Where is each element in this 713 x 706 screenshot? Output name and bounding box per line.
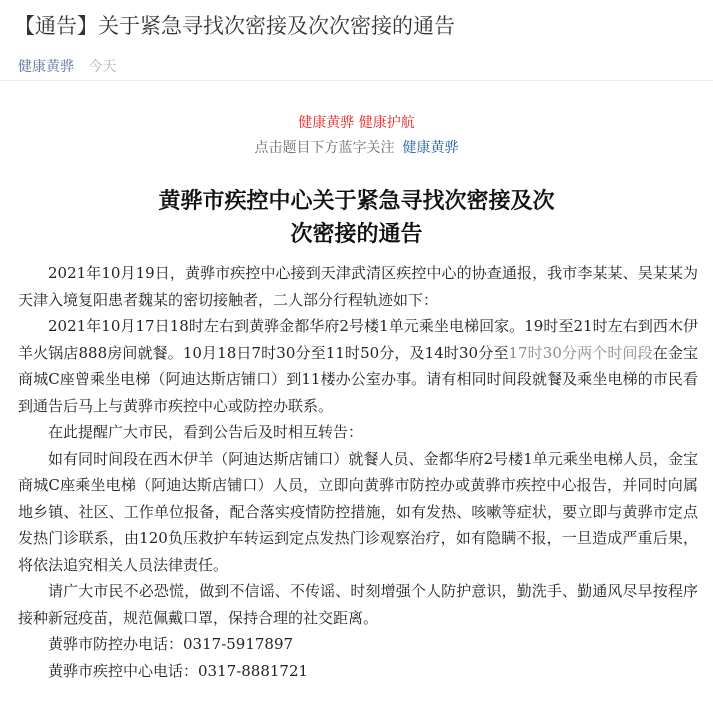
divider xyxy=(0,80,713,81)
slogan-banner: 健康黄骅 健康护航 xyxy=(298,115,415,131)
notice-title-line-2: 次密接的通告 xyxy=(290,221,423,247)
follow-account-link[interactable]: 健康黄骅 xyxy=(402,140,459,156)
phone-line-cdc xyxy=(18,658,698,685)
account-link[interactable]: 健康黄骅 xyxy=(18,59,74,75)
publish-date: 今天 xyxy=(88,59,117,75)
paragraph-itinerary xyxy=(18,313,698,419)
paragraph-intro: 2021年10月19日，黄骅市疾控中心接到天津武清区疾控中心的协查通报，我市李某某、吴某某为天津入境复阳患者魏某的密切接触者，二人部分行程轨迹如下： xyxy=(18,264,698,309)
itinerary-text-2: 在金宝商城C座曾乘坐电梯（阿迪达斯店铺口）到11楼办公室办事。请有相同时间段就餐及乘坐电梯的市民看到通告后马上与黄骅市疾控中心或防控办联系。 xyxy=(18,343,698,415)
phone-label: 黄骅市防控办电话： xyxy=(48,635,184,653)
phone-line-prevention-office xyxy=(18,631,698,658)
notice-title-line-1: 黄骅市疾控中心关于紧急寻找次密接及次 xyxy=(158,188,555,214)
phone-number[interactable]: 0317-8881721 xyxy=(198,661,309,680)
article-meta xyxy=(18,57,116,77)
paragraph-advice: 请广大市民不必恐慌，做到不信谣、不传谣、时刻增强个人防护意识，勤洗手、勤通风尽早按程序接种新冠疫苗，规范佩戴口罩，保持合理的社交距离。 xyxy=(18,582,698,627)
notice-body xyxy=(18,260,698,684)
follow-prompt-line xyxy=(0,138,713,158)
itinerary-highlight: 17时30分两个时间段 xyxy=(508,343,653,362)
notice-title xyxy=(0,185,713,251)
article-title: 【通告】关于紧急寻找次密接及次次密接的通告 xyxy=(14,14,455,38)
paragraph-instructions: 如有同时间段在西木伊羊（阿迪达斯店铺口）就餐人员、金都华府2号楼1单元乘坐电梯人员，金宝商城C座乘坐电梯（阿迪达斯店铺口）人员，立即向黄骅市防控办或黄骅市疾控中心报告，并同时向属地乡镇、社区、工作单位报备，配合落实疫情防控措施，如有发热、咳嗽等症状，要立即与黄骅市定点发热门诊联系，由120负压救护车转运到定点发热门诊观察治疗，如有隐瞒不报，一旦造成严重后果，将依法追究相关人员法律责任。 xyxy=(18,449,698,574)
phone-number[interactable]: 0317-5917897 xyxy=(183,635,294,653)
follow-prompt-text: 点击题目下方蓝字关注 xyxy=(254,140,395,156)
paragraph-reminder: 在此提醒广大市民，看到公告后及时相互转告： xyxy=(48,423,364,441)
phone-label: 黄骅市疾控中心电话： xyxy=(48,661,199,680)
itinerary-text-1: 2021年10月17日18时左右到黄骅金都华府2号楼1单元乘坐电梯回家。19时至21时左右到西木伊羊火锅店888房间就餐。10月18日7时30分至11时50分，及14时30分至 xyxy=(18,317,698,362)
